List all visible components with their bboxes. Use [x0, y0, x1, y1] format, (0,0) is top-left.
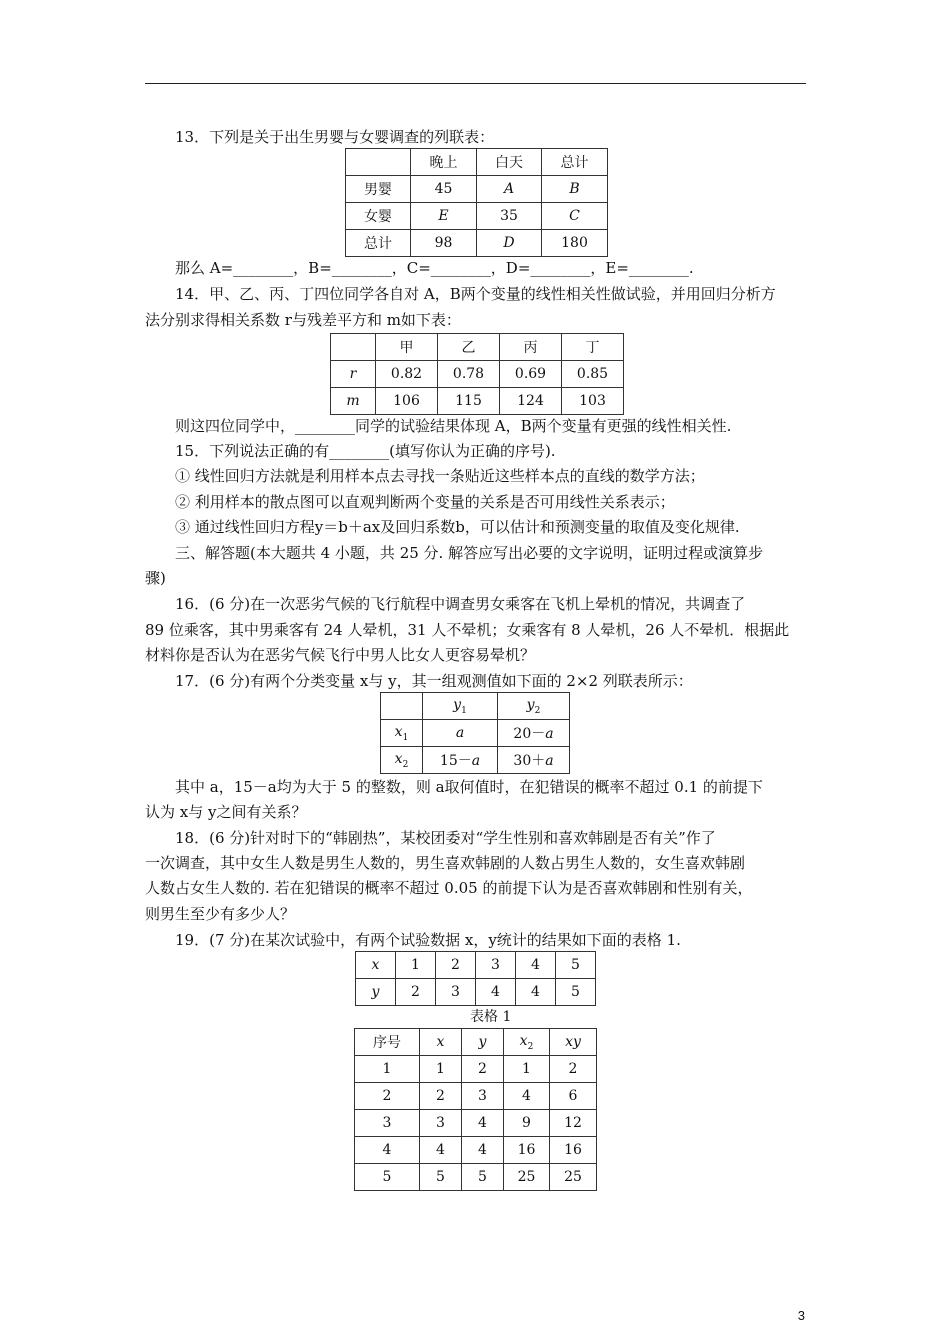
q19-table2-row: [355, 1164, 597, 1191]
q19-table2-cell: 3: [462, 1083, 504, 1110]
q19-table2-cell: 4: [355, 1137, 420, 1164]
q19-table2-cell: 5: [355, 1164, 420, 1191]
q19-table1-row: [356, 952, 596, 979]
q19-table1-caption: 表格 1: [470, 1009, 512, 1025]
q13-table-cell: E: [411, 203, 477, 230]
q19-table1-cell: y: [356, 979, 396, 1006]
q19-intro: 19．(7 分)在某次试验中，有两个试验数据 x，y统计的结果如下面的表格 1.: [175, 931, 681, 949]
q13-table-cell: C: [542, 203, 608, 230]
q14-table-cell: 甲: [376, 334, 438, 361]
q19-table2-cell: x: [420, 1029, 462, 1056]
q19-table2-cell: 2: [462, 1056, 504, 1083]
q13-table-cell: [346, 149, 411, 176]
q13-table-row: [346, 203, 608, 230]
q15-option-2: ② 利用样本的散点图可以直观判断两个变量的关系是否可用线性关系表示；: [175, 493, 675, 511]
q14-table-cell: 0.85: [562, 361, 624, 388]
q14-table-cell: 0.78: [438, 361, 500, 388]
q14-table-cell: 丙: [500, 334, 562, 361]
q19-table2-row: [355, 1137, 597, 1164]
q14-table-cell: 115: [438, 388, 500, 415]
q17-table-cell: [381, 693, 423, 720]
q19-table2-cell: 6: [550, 1083, 597, 1110]
q19-table2-row: [355, 1083, 597, 1110]
q17-table-cell: $y_1$: [423, 693, 498, 720]
q13-table-cell: 45: [411, 176, 477, 203]
q14-table-cell: m: [331, 388, 376, 415]
q14-table-cell: 0.82: [376, 361, 438, 388]
section3-line1: 三、解答题(本大题共 4 小题，共 25 分. 解答应写出必要的文字说明，证明过程或演算步: [175, 544, 764, 562]
q17-table-row: [381, 720, 570, 747]
q14-table-cell: 丁: [562, 334, 624, 361]
q19-table2-cell: 1: [355, 1056, 420, 1083]
q17-table-cell: 15－a: [423, 747, 498, 774]
q14-table-cell: [331, 334, 376, 361]
q17-table-cell: $x_1$: [381, 720, 423, 747]
q19-table1-cell: 5: [556, 952, 596, 979]
q19-table1-cell: 3: [436, 979, 476, 1006]
q17-table-cell: $y_2$: [498, 693, 570, 720]
q13-table: [345, 148, 608, 257]
q19-table1-cell: 1: [396, 952, 436, 979]
q13-table-cell: 180: [542, 230, 608, 257]
q18-line2: 一次调查，其中女生人数是男生人数的，男生喜欢韩剧的人数占男生人数的，女生喜欢韩剧: [145, 854, 746, 872]
q13-table-row: [346, 149, 608, 176]
q19-table2-cell: 1: [504, 1056, 550, 1083]
q17-line2: 其中 a，15－a均为大于 5 的整数，则 a取何值时，在犯错误的概率不超过 0.1 的前提下: [175, 778, 763, 796]
q19-table2-cell: 5: [462, 1164, 504, 1191]
q14-table-cell: 乙: [438, 334, 500, 361]
q13-intro: 13．下列是关于出生男婴与女婴调查的列联表：: [175, 128, 495, 146]
q19-table1-cell: 4: [516, 979, 556, 1006]
q13-table-cell: 98: [411, 230, 477, 257]
q13-table-row: [346, 176, 608, 203]
q17-table: [380, 692, 570, 774]
q17-intro: 17．(6 分)有两个分类变量 x与 y，其一组观测值如下面的 2×2 列联表所示：: [175, 672, 693, 690]
q16-line3: 材料你是否认为在恶劣气候飞行中男人比女人更容易晕机？: [145, 646, 536, 664]
q18-line1: 18．(6 分)针对时下的“韩剧热”，某校团委对“学生性别和喜欢韩剧是否有关”作了: [175, 829, 716, 847]
q13-table-cell: 白天: [477, 149, 542, 176]
q19-table2-cell: y: [462, 1029, 504, 1056]
q19-table1-row: [356, 979, 596, 1006]
q17-table-cell: 30＋a: [498, 747, 570, 774]
q19-table2-cell: 2: [355, 1083, 420, 1110]
q15-option-1: ① 线性回归方法就是利用样本点去寻找一条贴近这些样本点的直线的数学方法；: [175, 467, 705, 485]
page-number: 3: [797, 1308, 805, 1323]
q19-table2-row: [355, 1110, 597, 1137]
q19-table2-cell: 25: [504, 1164, 550, 1191]
q19-table2-cell: 4: [504, 1083, 550, 1110]
q16-line1: 16．(6 分)在一次恶劣气候的飞行航程中调查男女乘客在飞机上晕机的情况，共调查了: [175, 595, 746, 613]
q17-line3: 认为 x与 y之间有关系？: [145, 803, 307, 821]
q13-table-cell: 总计: [346, 230, 411, 257]
q19-table2-row: [355, 1029, 597, 1056]
q14-answer-line: 则这四位同学中，________同学的试验结果体现 A，B两个变量有更强的线性相关性.: [175, 417, 732, 435]
q19-table2-cell: 3: [420, 1110, 462, 1137]
q14-table-row: [331, 334, 624, 361]
q19-table2-cell: 1: [420, 1056, 462, 1083]
q18-line3: 人数占女生人数的. 若在犯错误的概率不超过 0.05 的前提下认为是否喜欢韩剧和性别有关，: [145, 879, 753, 897]
q13-table-row: [346, 230, 608, 257]
q19-table2-cell: 2: [550, 1056, 597, 1083]
q19-table2-cell: 16: [550, 1137, 597, 1164]
q19-table2-cell: 16: [504, 1137, 550, 1164]
q19-table1-cell: 3: [476, 952, 516, 979]
q15-option-3: ③ 通过线性回归方程y＝b＋ax及回归系数b，可以估计和预测变量的取值及变化规律.: [175, 518, 740, 536]
q13-table-cell: A: [477, 176, 542, 203]
q19-table2-cell: 4: [462, 1137, 504, 1164]
header-rule: [145, 83, 806, 84]
q19-table1-cell: 2: [436, 952, 476, 979]
q13-table-cell: 男婴: [346, 176, 411, 203]
q14-table-cell: 124: [500, 388, 562, 415]
q19-table2-cell: $x_2$: [504, 1029, 550, 1056]
q13-table-cell: D: [477, 230, 542, 257]
q19-table2-cell: 4: [420, 1137, 462, 1164]
q13-table-cell: 总计: [542, 149, 608, 176]
q14-table-cell: 0.69: [500, 361, 562, 388]
q19-table1-cell: 4: [476, 979, 516, 1006]
q19-table1-cell: x: [356, 952, 396, 979]
q19-table2-cell: xy: [550, 1029, 597, 1056]
q13-table-cell: B: [542, 176, 608, 203]
q13-table-cell: 女婴: [346, 203, 411, 230]
q14-table-row: [331, 361, 624, 388]
q17-table-cell: a: [423, 720, 498, 747]
q19-table2-cell: 4: [462, 1110, 504, 1137]
q19-table2-cell: 5: [420, 1164, 462, 1191]
q14-table-cell: 103: [562, 388, 624, 415]
q14-line1: 14．甲、乙、丙、丁四位同学各自对 A，B两个变量的线性相关性做试验，并用回归分析方: [175, 285, 776, 303]
section3-line2: 骤): [145, 569, 166, 587]
q17-table-cell: $x_2$: [381, 747, 423, 774]
q19-table1-cell: 4: [516, 952, 556, 979]
q19-table2-row: [355, 1056, 597, 1083]
q19-table2-cell: 2: [420, 1083, 462, 1110]
q19-table1-cell: 5: [556, 979, 596, 1006]
q13-answer-line: 那么 A=________，B=________，C=________，D=________，E=________.: [175, 259, 694, 277]
q19-table2-cell: 序号: [355, 1029, 420, 1056]
q19-table2-cell: 25: [550, 1164, 597, 1191]
q19-table2-cell: 9: [504, 1110, 550, 1137]
q14-table: [330, 333, 624, 415]
q14-table-cell: 106: [376, 388, 438, 415]
q14-table-row: [331, 388, 624, 415]
q14-table-cell: r: [331, 361, 376, 388]
q17-table-cell: 20－a: [498, 720, 570, 747]
q17-table-row: [381, 693, 570, 720]
q18-line4: 则男生至少有多少人？: [145, 905, 296, 923]
q13-table-cell: 晚上: [411, 149, 477, 176]
q14-line2: 法分别求得相关系数 r与残差平方和 m如下表：: [145, 311, 461, 329]
q19-table2-cell: 12: [550, 1110, 597, 1137]
q19-table2: [354, 1028, 597, 1191]
q17-table-row: [381, 747, 570, 774]
q19-table1-cell: 2: [396, 979, 436, 1006]
q13-table-cell: 35: [477, 203, 542, 230]
q19-table1: [355, 951, 596, 1006]
q15-line1: 15．下列说法正确的有________(填写你认为正确的序号).: [175, 442, 556, 460]
q19-table2-cell: 3: [355, 1110, 420, 1137]
q16-line2: 89 位乘客，其中男乘客有 24 人晕机，31 人不晕机；女乘客有 8 人晕机，26 人不晕机．根据此: [145, 621, 790, 639]
